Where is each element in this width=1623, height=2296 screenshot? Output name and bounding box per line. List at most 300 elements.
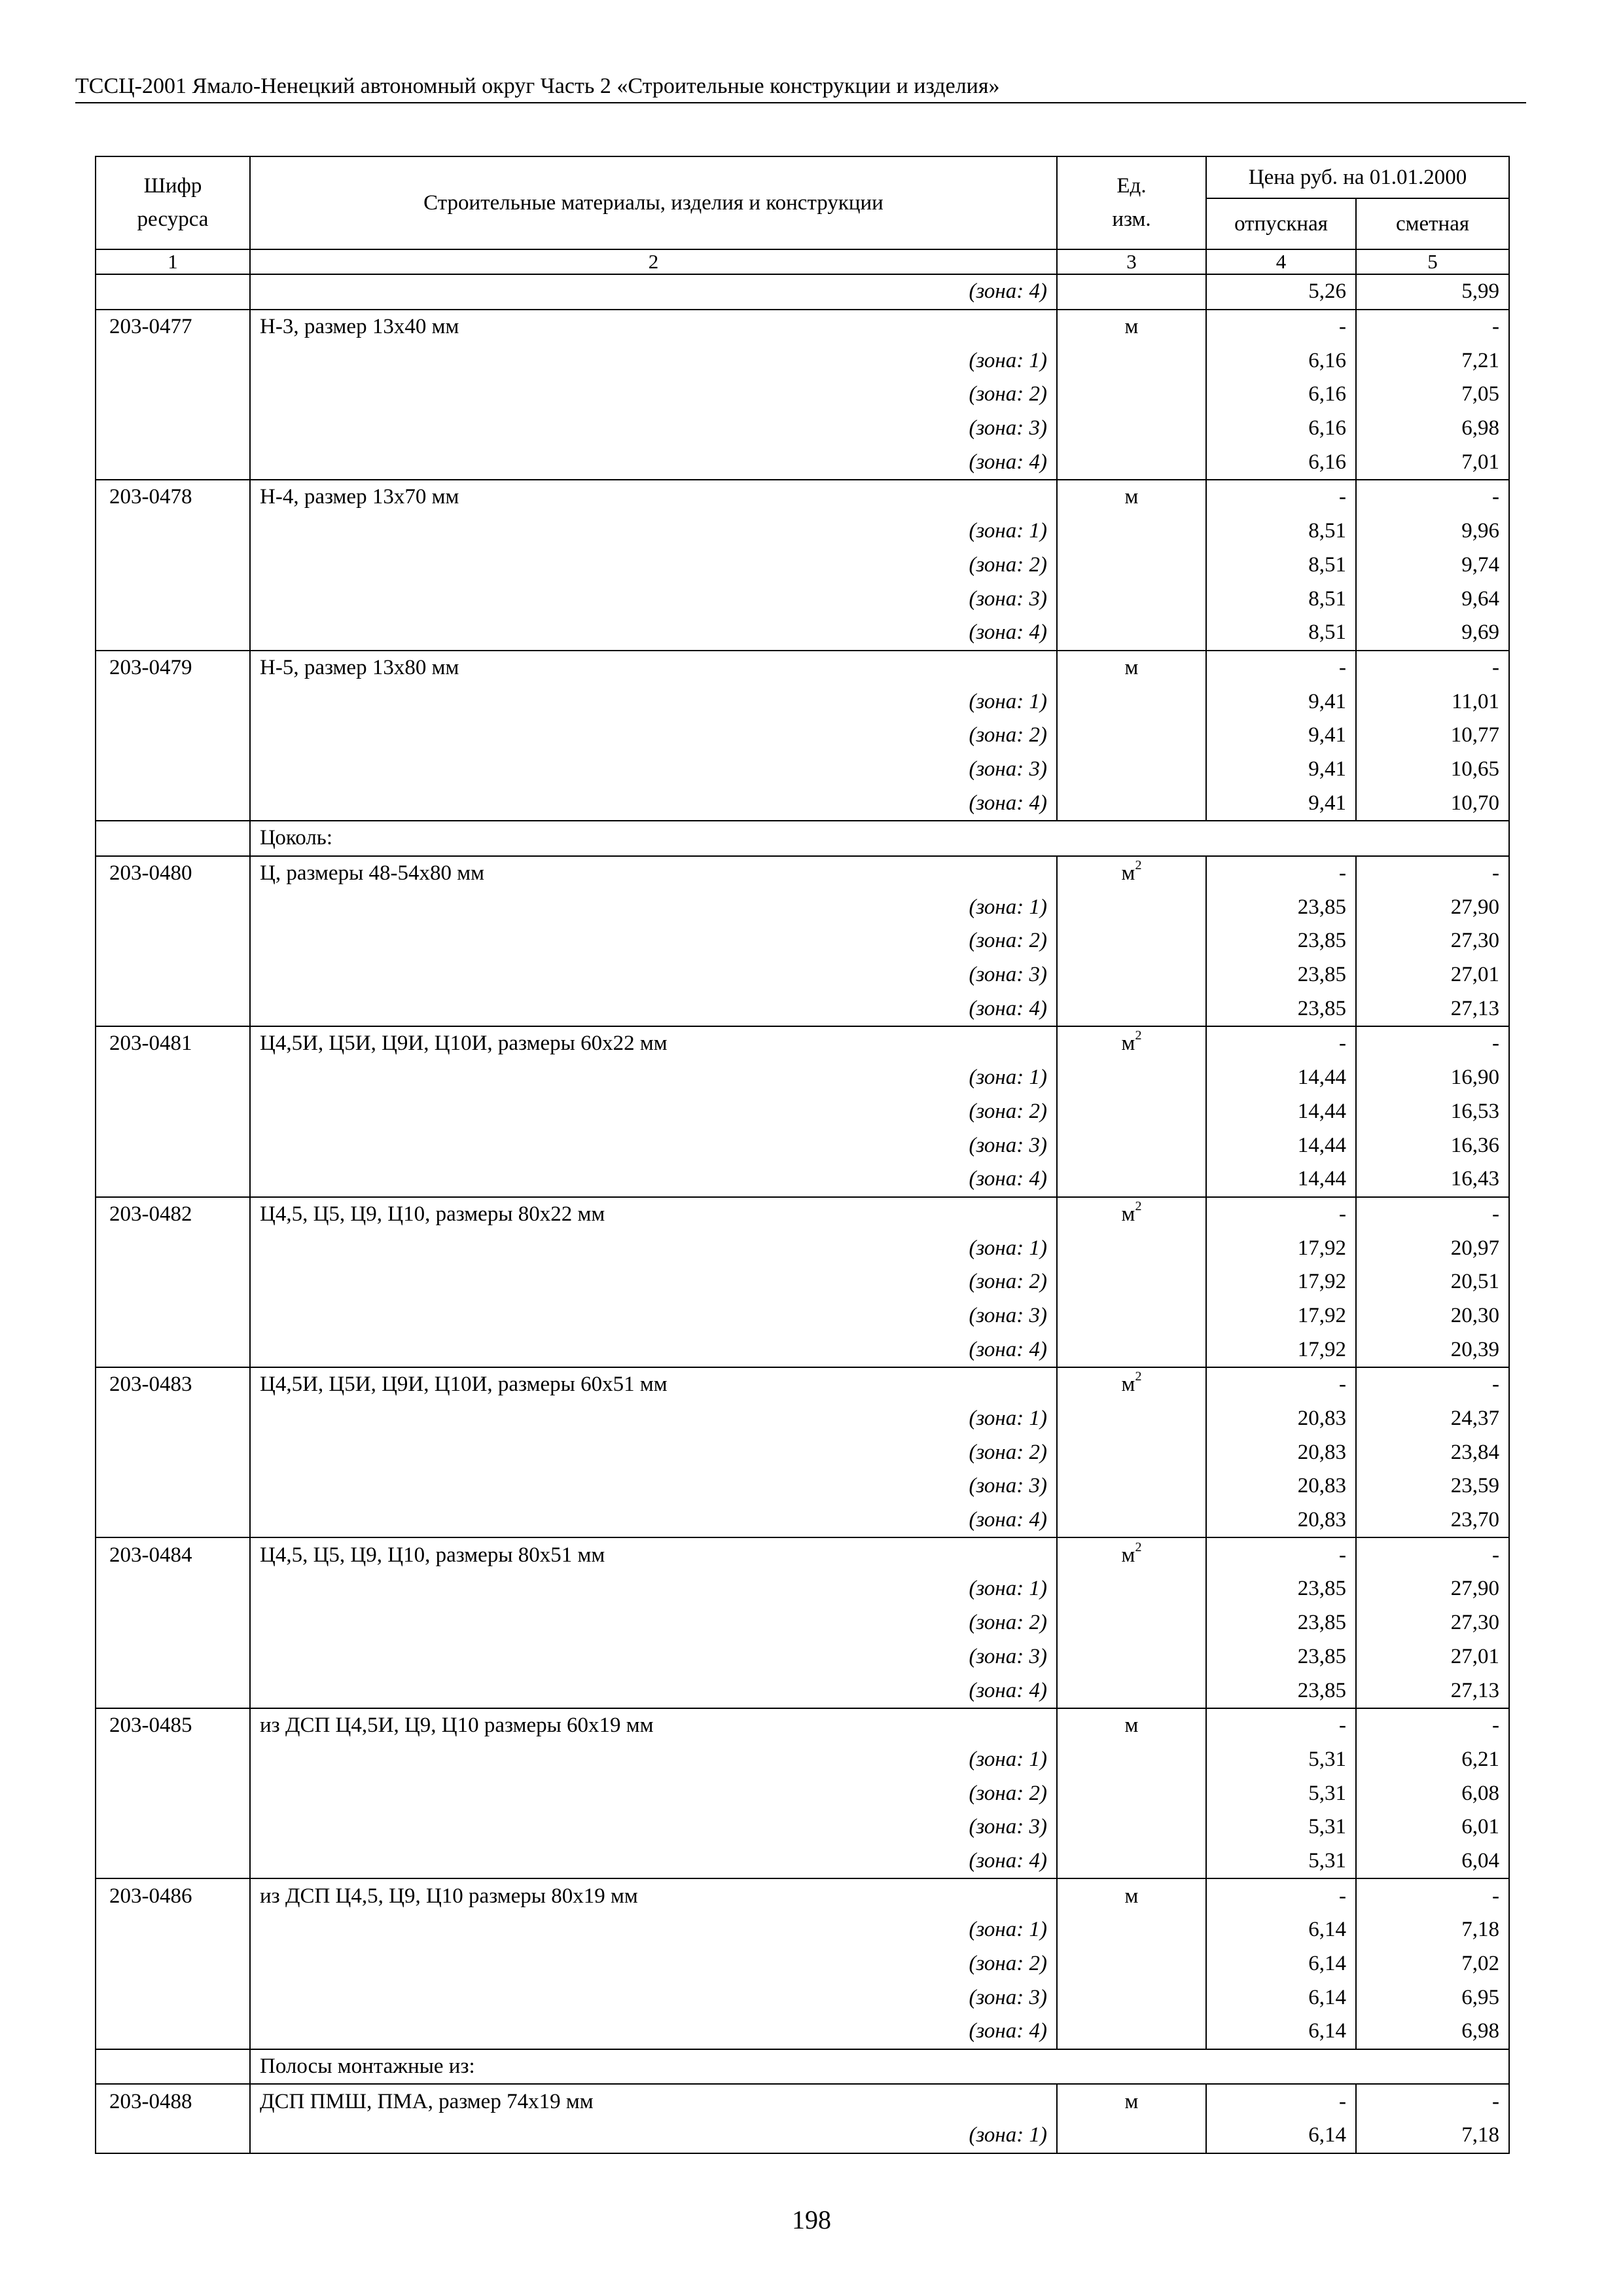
cell-name: Ц4,5, Ц5, Ц9, Ц10, размеры 80х22 мм bbox=[250, 1197, 1057, 1232]
table-row bbox=[96, 344, 1509, 378]
cell-unit bbox=[1057, 310, 1206, 344]
table-row bbox=[96, 719, 1509, 753]
cell-unit bbox=[1057, 514, 1206, 548]
cell-release: 5,31 bbox=[1206, 1776, 1356, 1810]
cell-estimate: 20,51 bbox=[1356, 1265, 1509, 1299]
table-body bbox=[96, 274, 1509, 2153]
cell-zone: (зона: 2) bbox=[250, 548, 1057, 583]
cell-release: 17,92 bbox=[1206, 1231, 1356, 1265]
cell-zone: (зона: 4) bbox=[250, 1844, 1057, 1879]
unit-text: м bbox=[1124, 1884, 1139, 1908]
cell-release: 6,14 bbox=[1206, 2119, 1356, 2153]
cell-code bbox=[96, 685, 250, 719]
cell-release: 6,16 bbox=[1206, 378, 1356, 412]
unit-text: м bbox=[1121, 1202, 1135, 1226]
unit-superscript: 2 bbox=[1135, 1028, 1142, 1043]
cell-release: 6,16 bbox=[1206, 412, 1356, 446]
cell-zone: (зона: 4) bbox=[250, 616, 1057, 651]
cell-release: 5,31 bbox=[1206, 1743, 1356, 1777]
cell-release: 23,85 bbox=[1206, 1640, 1356, 1674]
table-row bbox=[96, 445, 1509, 480]
cell-release: 8,51 bbox=[1206, 548, 1356, 583]
cell-zone: (зона: 3) bbox=[250, 1981, 1057, 2015]
cell-estimate: 10,77 bbox=[1356, 719, 1509, 753]
cell-estimate bbox=[1356, 821, 1509, 856]
cell-release: 20,83 bbox=[1206, 1469, 1356, 1503]
table-row bbox=[96, 1640, 1509, 1674]
cell-release: 23,85 bbox=[1206, 958, 1356, 992]
cell-code bbox=[96, 719, 250, 753]
table-row bbox=[96, 480, 1509, 514]
cell-code bbox=[96, 1981, 250, 2015]
table-row bbox=[96, 856, 1509, 891]
cell-zone: (зона: 3) bbox=[250, 1810, 1057, 1844]
cell-estimate: 6,04 bbox=[1356, 1844, 1509, 1879]
cell-code bbox=[96, 1674, 250, 1708]
table-row bbox=[96, 1708, 1509, 1743]
cell-unit bbox=[1057, 1913, 1206, 1947]
cell-unit bbox=[1057, 274, 1206, 310]
table-row bbox=[96, 582, 1509, 616]
table-row bbox=[96, 1810, 1509, 1844]
table-row bbox=[96, 821, 1509, 856]
table-row bbox=[96, 924, 1509, 958]
table-row bbox=[96, 1981, 1509, 2015]
cell-zone: (зона: 1) bbox=[250, 1402, 1057, 1436]
cell-estimate: 10,65 bbox=[1356, 753, 1509, 787]
cell-zone: (зона: 2) bbox=[250, 1606, 1057, 1640]
cell-unit bbox=[1057, 1402, 1206, 1436]
cell-release: 17,92 bbox=[1206, 1265, 1356, 1299]
cell-unit bbox=[1057, 1844, 1206, 1879]
cell-unit bbox=[1057, 890, 1206, 924]
table-row bbox=[96, 616, 1509, 651]
cell-code bbox=[96, 616, 250, 651]
cell-estimate: 24,37 bbox=[1356, 1402, 1509, 1436]
cell-unit bbox=[1057, 1537, 1206, 1572]
cell-zone: (зона: 3) bbox=[250, 1299, 1057, 1333]
cell-code bbox=[96, 2049, 250, 2085]
cell-unit bbox=[1057, 1061, 1206, 1095]
cell-unit bbox=[1057, 1367, 1206, 1402]
table-row bbox=[96, 1128, 1509, 1162]
cell-name: из ДСП Ц4,5, Ц9, Ц10 размеры 80х19 мм bbox=[250, 1878, 1057, 1913]
cell-release: 17,92 bbox=[1206, 1299, 1356, 1333]
cell-estimate: - bbox=[1356, 1197, 1509, 1232]
cell-release: 6,14 bbox=[1206, 1913, 1356, 1947]
cell-release: 9,41 bbox=[1206, 719, 1356, 753]
table-row bbox=[96, 412, 1509, 446]
table-row bbox=[96, 1878, 1509, 1913]
cell-zone: (зона: 3) bbox=[250, 1640, 1057, 1674]
cell-estimate: - bbox=[1356, 480, 1509, 514]
section-title: Полосы монтажные из: bbox=[250, 2049, 1057, 2085]
cell-estimate: - bbox=[1356, 310, 1509, 344]
cell-release: 6,16 bbox=[1206, 344, 1356, 378]
cell-estimate: 16,90 bbox=[1356, 1061, 1509, 1095]
cell-release: - bbox=[1206, 480, 1356, 514]
cell-unit bbox=[1057, 548, 1206, 583]
price-table bbox=[95, 156, 1510, 2154]
table-row bbox=[96, 310, 1509, 344]
cell-code bbox=[96, 1402, 250, 1436]
unit-superscript: 2 bbox=[1135, 858, 1142, 873]
cell-unit bbox=[1057, 719, 1206, 753]
table-row bbox=[96, 2049, 1509, 2085]
cell-unit bbox=[1057, 1810, 1206, 1844]
cell-estimate: 9,96 bbox=[1356, 514, 1509, 548]
header-num-1: 1 bbox=[96, 249, 250, 274]
cell-name: Ц4,5И, Ц5И, Ц9И, Ц10И, размеры 60х22 мм bbox=[250, 1026, 1057, 1061]
cell-code: 203-0478 bbox=[96, 480, 250, 514]
cell-unit bbox=[1057, 616, 1206, 651]
cell-code: 203-0488 bbox=[96, 2084, 250, 2119]
header-estimate: сметная bbox=[1356, 198, 1509, 249]
table-row bbox=[96, 1162, 1509, 1197]
cell-code bbox=[96, 1844, 250, 1879]
cell-estimate bbox=[1356, 2049, 1509, 2085]
cell-release: 23,85 bbox=[1206, 1606, 1356, 1640]
cell-zone: (зона: 1) bbox=[250, 1913, 1057, 1947]
cell-release: 6,14 bbox=[1206, 2015, 1356, 2049]
cell-code bbox=[96, 514, 250, 548]
cell-unit bbox=[1057, 1333, 1206, 1367]
table-row bbox=[96, 2015, 1509, 2049]
table-row bbox=[96, 1572, 1509, 1606]
cell-estimate: 6,95 bbox=[1356, 1981, 1509, 2015]
cell-estimate: 6,21 bbox=[1356, 1743, 1509, 1777]
cell-code bbox=[96, 378, 250, 412]
cell-estimate: 27,13 bbox=[1356, 1674, 1509, 1708]
cell-unit bbox=[1057, 1231, 1206, 1265]
cell-code: 203-0481 bbox=[96, 1026, 250, 1061]
unit-superscript: 2 bbox=[1135, 1198, 1142, 1213]
table-row bbox=[96, 1299, 1509, 1333]
cell-code: 203-0485 bbox=[96, 1708, 250, 1743]
cell-release: - bbox=[1206, 1197, 1356, 1232]
unit-text: м bbox=[1124, 2089, 1139, 2113]
cell-zone: (зона: 3) bbox=[250, 1469, 1057, 1503]
table-row bbox=[96, 1503, 1509, 1538]
unit-text: м bbox=[1124, 485, 1139, 509]
cell-release: 5,31 bbox=[1206, 1810, 1356, 1844]
cell-unit bbox=[1057, 1606, 1206, 1640]
table-row bbox=[96, 1197, 1509, 1232]
cell-unit bbox=[1057, 445, 1206, 480]
cell-code bbox=[96, 958, 250, 992]
cell-code bbox=[96, 1469, 250, 1503]
table-row bbox=[96, 753, 1509, 787]
cell-estimate: - bbox=[1356, 2084, 1509, 2119]
cell-unit bbox=[1057, 1095, 1206, 1129]
cell-unit bbox=[1057, 1265, 1206, 1299]
unit-text: м bbox=[1121, 861, 1135, 886]
cell-code bbox=[96, 1128, 250, 1162]
cell-unit bbox=[1057, 2084, 1206, 2119]
cell-estimate: 7,05 bbox=[1356, 378, 1509, 412]
unit-text: м bbox=[1124, 315, 1139, 339]
cell-estimate: 20,97 bbox=[1356, 1231, 1509, 1265]
cell-estimate: - bbox=[1356, 856, 1509, 891]
cell-name: Н-4, размер 13х70 мм bbox=[250, 480, 1057, 514]
cell-estimate: 6,98 bbox=[1356, 2015, 1509, 2049]
cell-unit bbox=[1057, 958, 1206, 992]
cell-release: 8,51 bbox=[1206, 582, 1356, 616]
cell-code bbox=[96, 1061, 250, 1095]
cell-name: Н-3, размер 13х40 мм bbox=[250, 310, 1057, 344]
table-row bbox=[96, 2084, 1509, 2119]
cell-zone: (зона: 1) bbox=[250, 890, 1057, 924]
table-row bbox=[96, 890, 1509, 924]
cell-release: 9,41 bbox=[1206, 786, 1356, 821]
cell-name: из ДСП Ц4,5И, Ц9, Ц10 размеры 60х19 мм bbox=[250, 1708, 1057, 1743]
cell-code bbox=[96, 1333, 250, 1367]
table-row bbox=[96, 2119, 1509, 2153]
header-unit: Ед. изм. bbox=[1057, 156, 1206, 249]
cell-release: 8,51 bbox=[1206, 616, 1356, 651]
cell-unit bbox=[1057, 378, 1206, 412]
cell-unit bbox=[1057, 1197, 1206, 1232]
header-num-3: 3 bbox=[1057, 249, 1206, 274]
cell-estimate: 20,39 bbox=[1356, 1333, 1509, 1367]
cell-zone: (зона: 2) bbox=[250, 1265, 1057, 1299]
cell-code bbox=[96, 548, 250, 583]
table-row bbox=[96, 1674, 1509, 1708]
unit-text: м bbox=[1121, 1031, 1135, 1056]
cell-code bbox=[96, 1162, 250, 1197]
cell-zone: (зона: 2) bbox=[250, 1435, 1057, 1469]
unit-text: м bbox=[1124, 655, 1139, 679]
unit-text: м bbox=[1121, 1372, 1135, 1397]
cell-zone: (зона: 3) bbox=[250, 412, 1057, 446]
cell-estimate: 27,90 bbox=[1356, 890, 1509, 924]
cell-zone: (зона: 4) bbox=[250, 2015, 1057, 2049]
cell-unit bbox=[1057, 1776, 1206, 1810]
cell-release bbox=[1206, 2049, 1356, 2085]
cell-unit bbox=[1057, 992, 1206, 1026]
table-row bbox=[96, 1435, 1509, 1469]
cell-unit bbox=[1057, 1947, 1206, 1981]
cell-zone: (зона: 4) bbox=[250, 1162, 1057, 1197]
cell-release: 17,92 bbox=[1206, 1333, 1356, 1367]
cell-unit bbox=[1057, 1572, 1206, 1606]
cell-zone: (зона: 1) bbox=[250, 1231, 1057, 1265]
header-num-2: 2 bbox=[250, 249, 1057, 274]
cell-release: 20,83 bbox=[1206, 1435, 1356, 1469]
table-row bbox=[96, 1606, 1509, 1640]
cell-unit bbox=[1057, 1026, 1206, 1061]
cell-code bbox=[96, 1435, 250, 1469]
table-row bbox=[96, 1333, 1509, 1367]
cell-zone: (зона: 3) bbox=[250, 1128, 1057, 1162]
section-title: Цоколь: bbox=[250, 821, 1057, 856]
cell-unit bbox=[1057, 344, 1206, 378]
cell-estimate: 9,69 bbox=[1356, 616, 1509, 651]
cell-release: 6,14 bbox=[1206, 1981, 1356, 2015]
table-row bbox=[96, 958, 1509, 992]
cell-release: 23,85 bbox=[1206, 1674, 1356, 1708]
cell-code bbox=[96, 1947, 250, 1981]
cell-unit bbox=[1057, 1128, 1206, 1162]
cell-release: - bbox=[1206, 1026, 1356, 1061]
cell-zone: (зона: 1) bbox=[250, 2119, 1057, 2153]
cell-estimate: 10,70 bbox=[1356, 786, 1509, 821]
table-row bbox=[96, 1947, 1509, 1981]
cell-estimate: 9,74 bbox=[1356, 548, 1509, 583]
header-code: Шифр ресурса bbox=[96, 156, 250, 249]
cell-code bbox=[96, 1776, 250, 1810]
cell-code bbox=[96, 344, 250, 378]
cell-unit bbox=[1057, 2119, 1206, 2153]
cell-release: 6,14 bbox=[1206, 1947, 1356, 1981]
unit-superscript: 2 bbox=[1135, 1369, 1142, 1384]
cell-release: 14,44 bbox=[1206, 1061, 1356, 1095]
cell-release: - bbox=[1206, 2084, 1356, 2119]
cell-estimate: 7,18 bbox=[1356, 1913, 1509, 1947]
cell-zone: (зона: 2) bbox=[250, 378, 1057, 412]
cell-release: - bbox=[1206, 1878, 1356, 1913]
cell-unit bbox=[1057, 1981, 1206, 2015]
cell-estimate: 27,30 bbox=[1356, 924, 1509, 958]
cell-estimate: - bbox=[1356, 651, 1509, 685]
cell-unit bbox=[1057, 582, 1206, 616]
cell-release: 5,31 bbox=[1206, 1844, 1356, 1879]
cell-estimate: - bbox=[1356, 1367, 1509, 1402]
cell-release: 23,85 bbox=[1206, 992, 1356, 1026]
table-row bbox=[96, 1402, 1509, 1436]
cell-release: 8,51 bbox=[1206, 514, 1356, 548]
cell-code: 203-0479 bbox=[96, 651, 250, 685]
cell-code bbox=[96, 1572, 250, 1606]
cell-release: 20,83 bbox=[1206, 1503, 1356, 1538]
cell-release: 9,41 bbox=[1206, 753, 1356, 787]
cell-release: 5,26 bbox=[1206, 274, 1356, 310]
cell-code: 203-0486 bbox=[96, 1878, 250, 1913]
cell-estimate: 9,64 bbox=[1356, 582, 1509, 616]
cell-code bbox=[96, 1299, 250, 1333]
cell-estimate: 5,99 bbox=[1356, 274, 1509, 310]
cell-release: 6,16 bbox=[1206, 445, 1356, 480]
cell-code bbox=[96, 821, 250, 856]
cell-zone: (зона: 2) bbox=[250, 719, 1057, 753]
cell-code bbox=[96, 1640, 250, 1674]
cell-unit bbox=[1057, 753, 1206, 787]
cell-release: 9,41 bbox=[1206, 685, 1356, 719]
cell-unit bbox=[1057, 2015, 1206, 2049]
cell-estimate: 6,08 bbox=[1356, 1776, 1509, 1810]
cell-code: 203-0482 bbox=[96, 1197, 250, 1232]
table-row bbox=[96, 1265, 1509, 1299]
cell-estimate: 7,01 bbox=[1356, 445, 1509, 480]
cell-estimate: 20,30 bbox=[1356, 1299, 1509, 1333]
cell-name: Ц, размеры 48-54х80 мм bbox=[250, 856, 1057, 891]
cell-unit bbox=[1057, 1469, 1206, 1503]
cell-code bbox=[96, 412, 250, 446]
cell-release: 14,44 bbox=[1206, 1162, 1356, 1197]
header-release: отпускная bbox=[1206, 198, 1356, 249]
cell-release: - bbox=[1206, 1537, 1356, 1572]
cell-release: - bbox=[1206, 1367, 1356, 1402]
cell-name: Ц4,5, Ц5, Ц9, Ц10, размеры 80х51 мм bbox=[250, 1537, 1057, 1572]
table-row bbox=[96, 1095, 1509, 1129]
cell-estimate: 27,13 bbox=[1356, 992, 1509, 1026]
cell-code: 203-0477 bbox=[96, 310, 250, 344]
cell-estimate: 11,01 bbox=[1356, 685, 1509, 719]
cell-estimate: 27,01 bbox=[1356, 1640, 1509, 1674]
cell-zone: (зона: 4) bbox=[250, 1333, 1057, 1367]
cell-unit bbox=[1057, 1162, 1206, 1197]
cell-zone: (зона: 1) bbox=[250, 1743, 1057, 1777]
cell-zone: (зона: 4) bbox=[250, 1674, 1057, 1708]
cell-release: 14,44 bbox=[1206, 1128, 1356, 1162]
cell-code bbox=[96, 445, 250, 480]
cell-zone: (зона: 1) bbox=[250, 344, 1057, 378]
cell-unit bbox=[1057, 856, 1206, 891]
cell-code bbox=[96, 1503, 250, 1538]
table-row bbox=[96, 992, 1509, 1026]
table-row bbox=[96, 378, 1509, 412]
table-row bbox=[96, 1537, 1509, 1572]
table-row bbox=[96, 651, 1509, 685]
cell-name: Ц4,5И, Ц5И, Ц9И, Ц10И, размеры 60х51 мм bbox=[250, 1367, 1057, 1402]
cell-code bbox=[96, 582, 250, 616]
cell-zone: (зона: 1) bbox=[250, 514, 1057, 548]
cell-estimate: 23,84 bbox=[1356, 1435, 1509, 1469]
cell-estimate: 6,01 bbox=[1356, 1810, 1509, 1844]
cell-unit bbox=[1057, 1435, 1206, 1469]
cell-estimate: 16,36 bbox=[1356, 1128, 1509, 1162]
cell-estimate: 27,90 bbox=[1356, 1572, 1509, 1606]
cell-unit bbox=[1057, 1743, 1206, 1777]
cell-code bbox=[96, 753, 250, 787]
table-row bbox=[96, 1844, 1509, 1879]
table-row bbox=[96, 274, 1509, 310]
table-row bbox=[96, 1776, 1509, 1810]
cell-zone: (зона: 3) bbox=[250, 753, 1057, 787]
cell-release: - bbox=[1206, 310, 1356, 344]
cell-code bbox=[96, 1095, 250, 1129]
cell-estimate: - bbox=[1356, 1537, 1509, 1572]
cell-estimate: 27,01 bbox=[1356, 958, 1509, 992]
cell-zone: (зона: 2) bbox=[250, 1095, 1057, 1129]
cell-zone: (зона: 3) bbox=[250, 582, 1057, 616]
page-header: ТССЦ-2001 Ямало-Ненецкий автономный округ Часть 2 «Строительные конструкции и изделия» bbox=[75, 73, 1526, 103]
cell-zone: (зона: 4) bbox=[250, 786, 1057, 821]
table-row bbox=[96, 514, 1509, 548]
cell-code bbox=[96, 924, 250, 958]
cell-unit bbox=[1057, 1299, 1206, 1333]
cell-code: 203-0483 bbox=[96, 1367, 250, 1402]
cell-unit bbox=[1057, 786, 1206, 821]
table-row bbox=[96, 1026, 1509, 1061]
cell-code bbox=[96, 2119, 250, 2153]
table-row bbox=[96, 548, 1509, 583]
cell-unit bbox=[1057, 480, 1206, 514]
cell-name: ДСП ПМШ, ПМА, размер 74х19 мм bbox=[250, 2084, 1057, 2119]
table-row bbox=[96, 1367, 1509, 1402]
cell-estimate: - bbox=[1356, 1026, 1509, 1061]
cell-code bbox=[96, 992, 250, 1026]
cell-release: - bbox=[1206, 856, 1356, 891]
table-row bbox=[96, 1469, 1509, 1503]
cell-release bbox=[1206, 821, 1356, 856]
cell-zone: (зона: 1) bbox=[250, 1572, 1057, 1606]
cell-zone: (зона: 2) bbox=[250, 924, 1057, 958]
cell-estimate: 27,30 bbox=[1356, 1606, 1509, 1640]
cell-zone: (зона: 3) bbox=[250, 958, 1057, 992]
cell-code bbox=[96, 1913, 250, 1947]
table-row bbox=[96, 1061, 1509, 1095]
